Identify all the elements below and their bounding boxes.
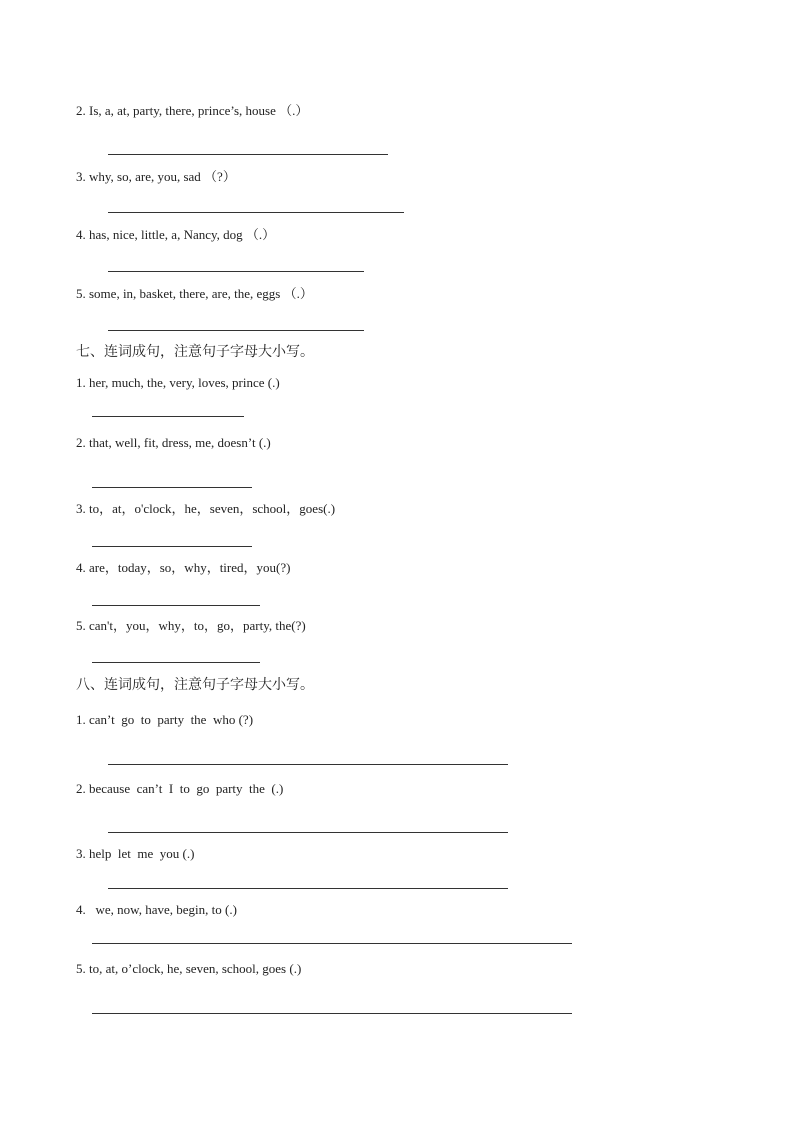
answer-line-7-2[interactable] — [92, 487, 252, 488]
question-8-2: 2. because can’t I to go party the (.) — [76, 781, 284, 796]
question-6-4: 4. has, nice, little, a, Nancy, dog （.） — [76, 227, 276, 242]
answer-line-8-4[interactable] — [92, 943, 572, 944]
answer-line-8-1[interactable] — [108, 764, 508, 765]
answer-line-8-2[interactable] — [108, 832, 508, 833]
question-8-4: 4. we, now, have, begin, to (.) — [76, 902, 237, 917]
question-6-3: 3. why, so, are, you, sad （?） — [76, 169, 236, 184]
question-8-3: 3. help let me you (.) — [76, 846, 195, 861]
answer-line-8-3[interactable] — [108, 888, 508, 889]
answer-line-6-2[interactable] — [108, 154, 388, 155]
answer-line-8-5[interactable] — [92, 1013, 572, 1014]
answer-line-6-4[interactable] — [108, 271, 364, 272]
question-8-1: 1. can’t go to party the who (?) — [76, 712, 254, 727]
question-8-5: 5. to, at, o’clock, he, seven, school, goes (.) — [76, 961, 302, 976]
question-7-5: 5. can't，you，why，to，go，party, the(?) — [76, 618, 306, 633]
answer-line-6-5[interactable] — [108, 330, 364, 331]
question-6-5: 5. some, in, basket, there, are, the, eggs （.） — [76, 286, 313, 301]
answer-line-7-3[interactable] — [92, 546, 252, 547]
answer-line-7-4[interactable] — [92, 605, 260, 606]
answer-line-7-5[interactable] — [92, 662, 260, 663]
question-7-4: 4. are，today，so，why，tired，you(?) — [76, 560, 291, 575]
question-6-2: 2. Is, a, at, party, there, prince’s, house （.） — [76, 103, 309, 118]
question-7-2: 2. that, well, fit, dress, me, doesn’t (.) — [76, 435, 271, 450]
section-8-heading: 八、连词成句，注意句子字母大小写。 — [76, 677, 314, 693]
answer-line-6-3[interactable] — [108, 212, 404, 213]
question-7-1: 1. her, much, the, very, loves, prince (.) — [76, 375, 280, 390]
answer-line-7-1[interactable] — [92, 416, 244, 417]
section-7-heading: 七、连词成句，注意句子字母大小写。 — [76, 344, 314, 360]
question-7-3: 3. to，at，o'clock，he，seven，school，goes(.) — [76, 501, 336, 516]
